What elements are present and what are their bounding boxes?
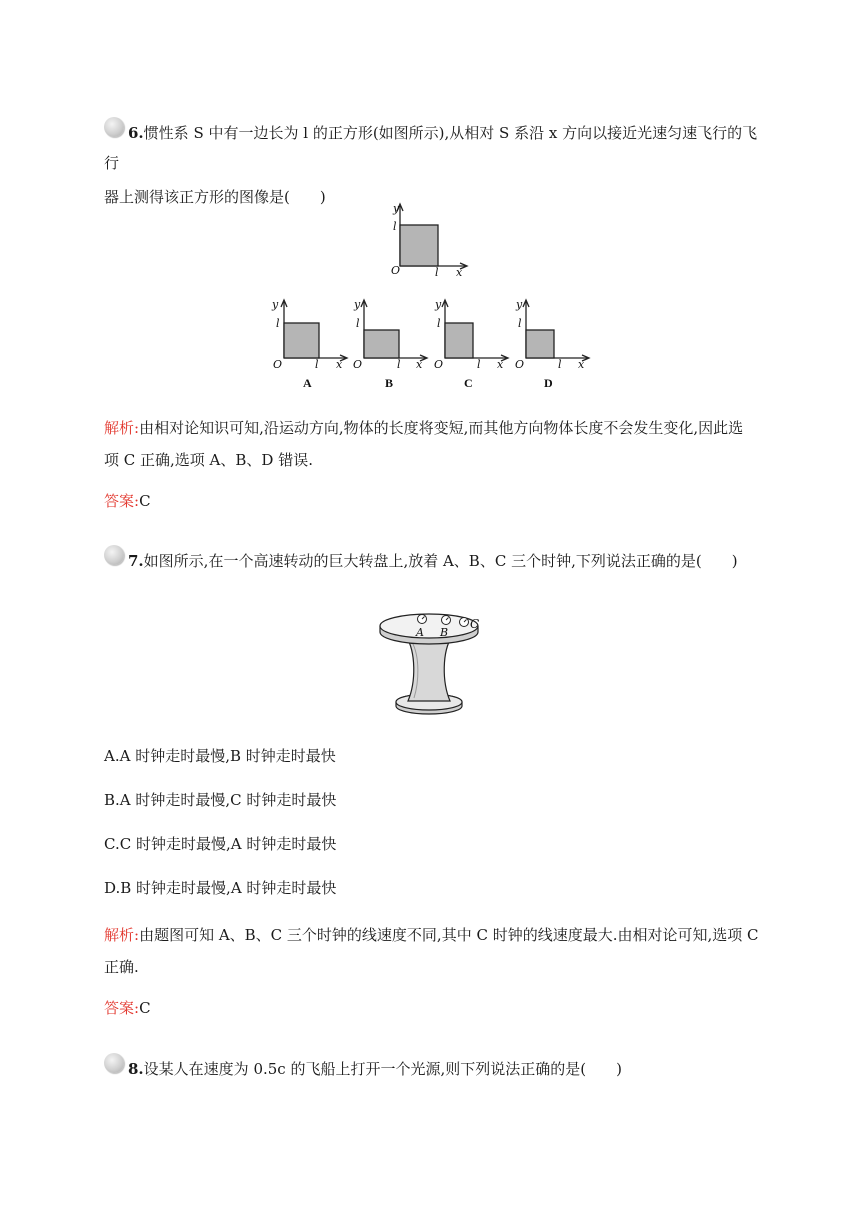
side-length-label: l xyxy=(435,266,439,278)
option-label: A xyxy=(303,376,312,390)
answer-6 xyxy=(104,486,764,516)
origin-label: O xyxy=(273,358,283,371)
origin-label: O xyxy=(515,358,525,371)
side-length-label: l xyxy=(393,220,397,233)
question-number: 6. xyxy=(128,124,144,142)
x-axis-label: x xyxy=(497,358,504,371)
option-label: C xyxy=(464,376,473,390)
question-text-line: 器上测得该正方形的图像是( ) xyxy=(104,188,326,206)
answer-value: C xyxy=(139,999,151,1017)
x-axis-label: x xyxy=(578,358,585,371)
clock-c-label: C xyxy=(470,617,480,631)
analysis-text: 由题图可知 A、B、C 三个时钟的线速度不同,其中 C 时钟的线速度最大.由相对论可知,选项 C xyxy=(139,926,759,944)
analysis-7 xyxy=(104,919,764,983)
origin-label: O xyxy=(434,358,444,371)
clock-a-label: A xyxy=(416,626,424,639)
option-label: B xyxy=(385,376,394,390)
turntable-figure xyxy=(372,602,492,718)
option-a: A.A 时钟走时最慢,B 时钟走时最快 xyxy=(104,747,336,765)
x-axis-label: x xyxy=(416,358,423,371)
clock-b-label: B xyxy=(440,626,449,639)
analysis-text: 正确. xyxy=(104,958,139,976)
y-axis-label: y xyxy=(516,298,523,311)
question-number: 8. xyxy=(128,1060,144,1078)
question-8 xyxy=(104,1054,764,1084)
question-text-line: 惯性系 S 中有一边长为 l 的正方形(如图所示),从相对 S 系沿 x 方向以接近光速匀速飞行的飞行 xyxy=(104,124,758,172)
answer-label: 答案: xyxy=(104,492,140,510)
option-c: C.C 时钟走时最慢,A 时钟走时最快 xyxy=(104,835,337,853)
side-length-label: l xyxy=(356,317,360,330)
side-length-label: l xyxy=(477,358,481,371)
option-figure-b xyxy=(348,294,433,392)
question-text-line: 如图所示,在一个高速转动的巨大转盘上,放着 A、B、C 三个时钟,下列说法正确的是( ) xyxy=(143,552,738,570)
answer-value: C xyxy=(139,492,151,510)
side-length-label: l xyxy=(437,317,441,330)
side-length-label: l xyxy=(276,317,280,330)
option-figure-c xyxy=(429,294,514,392)
answer-label: 答案: xyxy=(104,999,140,1017)
y-axis-label: y xyxy=(435,298,442,311)
analysis-text: 由相对论知识可知,沿运动方向,物体的长度将变短,而其他方向物体长度不会发生变化,因此选 xyxy=(139,419,744,437)
option-d: D.B 时钟走时最慢,A 时钟走时最快 xyxy=(104,879,337,897)
question-number: 7. xyxy=(128,552,144,570)
origin-label: O xyxy=(391,264,401,277)
y-axis-label: y xyxy=(272,298,279,311)
answer-7 xyxy=(104,993,764,1023)
analysis-label: 解析: xyxy=(104,419,140,437)
analysis-label: 解析: xyxy=(104,926,140,944)
y-axis-label: y xyxy=(354,298,361,311)
y-axis-label: y xyxy=(393,202,400,215)
origin-label: O xyxy=(353,358,363,371)
side-length-label: l xyxy=(315,358,319,371)
square-figure xyxy=(386,198,476,278)
option-figure-a xyxy=(266,294,351,392)
analysis-text: 项 C 正确,选项 A、B、D 错误. xyxy=(104,451,313,469)
x-axis-label: x xyxy=(456,266,463,278)
side-length-label: l xyxy=(558,358,562,371)
question-7 xyxy=(104,546,764,576)
side-length-label: l xyxy=(397,358,401,371)
question-text-line: 设某人在速度为 0.5c 的飞船上打开一个光源,则下列说法正确的是( ) xyxy=(143,1060,622,1078)
option-label: D xyxy=(544,376,553,390)
side-length-label: l xyxy=(518,317,522,330)
option-figure-d xyxy=(508,294,593,392)
analysis-6 xyxy=(104,412,764,476)
x-axis-label: x xyxy=(336,358,343,371)
option-b: B.A 时钟走时最慢,C 时钟走时最快 xyxy=(104,791,337,809)
